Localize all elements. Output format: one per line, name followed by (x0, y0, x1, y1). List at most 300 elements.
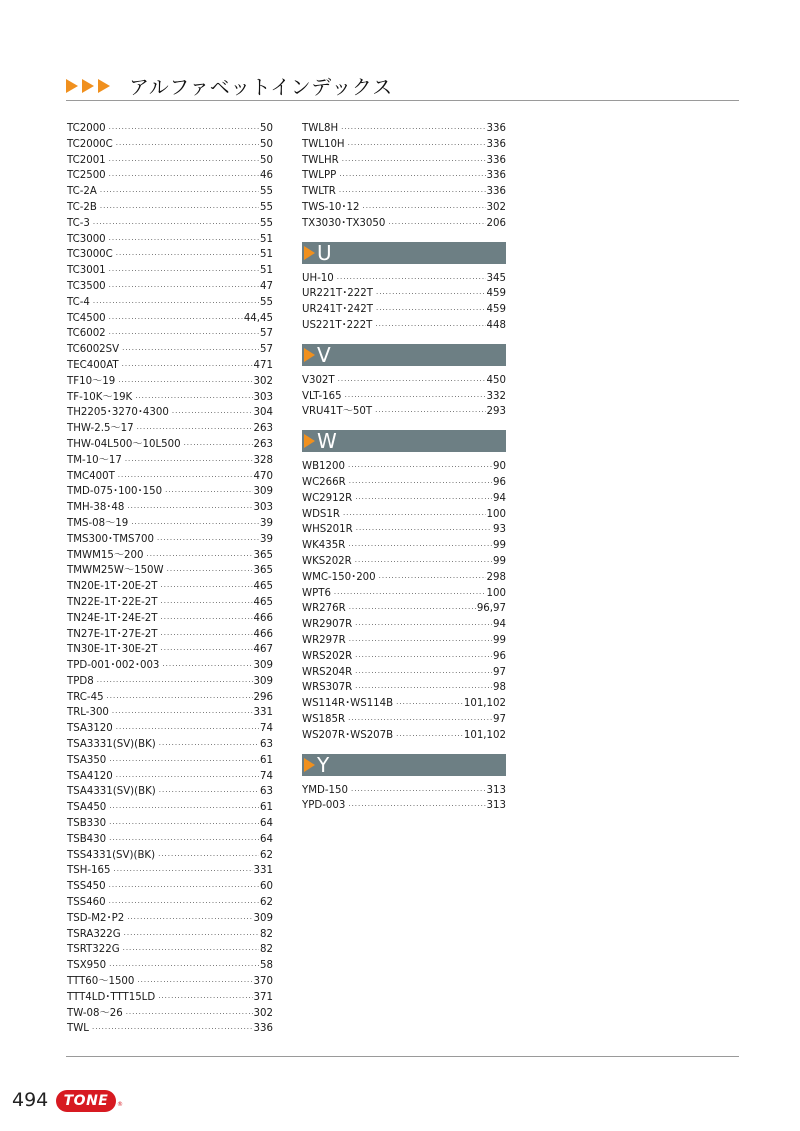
entry-name: TN30E-1T･30E-2T (67, 644, 158, 656)
dot-leader (109, 122, 259, 138)
dot-leader (131, 517, 259, 533)
entry-name: VLT-165 (302, 390, 342, 402)
dot-leader (116, 138, 259, 154)
entry-name: TC2001 (67, 154, 106, 166)
entry-page: 90 (493, 461, 506, 473)
index-entry (67, 611, 273, 627)
entry-name: WC2912R (302, 492, 353, 504)
entry-page: 101,102 (463, 698, 506, 710)
index-entry (67, 1021, 273, 1037)
dot-leader (349, 634, 492, 650)
dot-leader (109, 280, 259, 296)
dot-leader (109, 169, 259, 185)
entry-name: TC2000 (67, 123, 106, 134)
dot-leader (158, 849, 259, 865)
entry-name: THW-2.5～17 (67, 423, 134, 435)
entry-name: TSB430 (67, 833, 107, 845)
dot-leader (157, 533, 259, 549)
dot-leader (388, 217, 485, 233)
entry-page: 44,45 (243, 312, 273, 324)
triple-arrow-icon (66, 78, 114, 96)
page-header (66, 74, 739, 101)
entry-page: 64 (260, 818, 273, 830)
index-entry (67, 863, 273, 879)
dot-leader (112, 706, 253, 722)
dot-leader (159, 785, 259, 801)
entry-page: 64 (260, 833, 273, 845)
entry-page: 309 (253, 486, 273, 498)
dot-leader (159, 738, 259, 754)
entry-name: TSRT322G (67, 944, 120, 956)
entry-page: 57 (260, 344, 273, 356)
dot-leader (348, 799, 485, 815)
entry-page: 465 (253, 596, 273, 608)
entry-page: 336 (486, 154, 506, 166)
dot-leader (345, 390, 486, 406)
dot-leader (137, 422, 253, 438)
entry-page: 313 (486, 800, 506, 812)
index-entry (67, 184, 273, 200)
section-header-bar (302, 344, 506, 366)
entry-name: TWLHR (302, 154, 339, 166)
entry-name: WHS201R (302, 524, 353, 536)
entry-page: 63 (260, 786, 273, 798)
index-entry (67, 168, 273, 184)
index-entry (302, 798, 506, 814)
entry-page: 99 (493, 634, 506, 646)
index-column-left (67, 121, 273, 1037)
entry-name: TC3000C (67, 249, 113, 261)
dot-leader (109, 959, 259, 975)
index-entry (67, 311, 273, 327)
entry-page: 298 (486, 571, 506, 583)
entry-name: TSA4120 (67, 770, 113, 782)
entry-page: 328 (253, 454, 273, 466)
entry-name: TSA3120 (67, 723, 113, 735)
entry-name: TSA3331(SV)(BK) (67, 739, 156, 751)
entry-page: 470 (253, 470, 273, 482)
entry-name: TF-10K～19K (67, 391, 133, 403)
entry-page: 99 (493, 540, 506, 552)
entry-name: TSS4331(SV)(BK) (67, 849, 156, 861)
entry-page: 304 (253, 407, 273, 419)
dot-leader (93, 217, 259, 233)
index-entry (302, 522, 506, 538)
entry-page: 100 (486, 508, 506, 520)
section-letter: Y (317, 752, 330, 777)
index-entry (67, 247, 273, 263)
dot-leader (116, 722, 259, 738)
dot-leader (100, 201, 259, 217)
entry-page: 63 (260, 739, 273, 751)
index-entry (67, 358, 273, 374)
index-entry (302, 570, 506, 586)
entry-name: TC2500 (67, 170, 106, 182)
entry-page: 448 (486, 319, 506, 331)
dot-leader (343, 508, 486, 524)
registered-mark: ® (117, 1101, 123, 1108)
index-column-right (302, 121, 506, 814)
entry-page: 39 (260, 517, 273, 529)
entry-page: 96 (493, 650, 506, 662)
entry-page: 74 (260, 723, 273, 735)
dot-leader (109, 817, 259, 833)
entry-page: 365 (253, 549, 273, 561)
entry-name: UR221T･222T (302, 288, 373, 300)
index-entry (67, 911, 273, 927)
entry-page: 101,102 (463, 729, 506, 741)
entry-name: TW-08～26 (67, 1007, 123, 1019)
dot-leader (118, 470, 253, 486)
entry-name: YPD-003 (302, 800, 346, 812)
entry-name: TSH-165 (67, 865, 111, 877)
entry-name: TC-3 (67, 217, 90, 229)
entry-page: 55 (260, 201, 273, 213)
dot-leader (116, 248, 259, 264)
index-entry (67, 390, 273, 406)
dot-leader (338, 374, 486, 390)
index-entry (67, 484, 273, 500)
dot-leader (124, 928, 259, 944)
entry-name: TC4500 (67, 312, 106, 324)
orange-triangle-icon (304, 246, 315, 260)
dot-leader (355, 650, 492, 666)
dot-leader (109, 154, 259, 170)
entry-name: WS185R (302, 713, 346, 725)
dot-leader (355, 681, 492, 697)
dot-leader (127, 501, 252, 517)
entry-name: WDS1R (302, 508, 340, 520)
index-entry (67, 532, 273, 548)
index-entry (302, 373, 506, 389)
index-entry (302, 507, 506, 523)
entry-name: TN22E-1T･22E-2T (67, 596, 158, 608)
entry-page: 97 (493, 713, 506, 725)
entry-name: TH2205･3270･4300 (67, 407, 169, 419)
dot-leader (396, 729, 463, 745)
index-entry (67, 674, 273, 690)
dot-leader (109, 880, 259, 896)
entry-name: TN27E-1T･27E-2T (67, 628, 158, 640)
index-entry (67, 848, 273, 864)
entry-name: TMS300･TMS700 (67, 533, 154, 545)
section-header-bar (302, 242, 506, 264)
index-entry (67, 469, 273, 485)
dot-leader (355, 492, 492, 508)
index-entry (302, 649, 506, 665)
entry-name: TC6002 (67, 328, 106, 340)
index-entry (302, 137, 506, 153)
entry-name: VRU41T～50T (302, 406, 373, 418)
entry-name: TMWM15～200 (67, 549, 144, 561)
index-entry (302, 404, 506, 420)
tone-logo (56, 1090, 123, 1112)
entry-page: 336 (253, 1023, 273, 1035)
entry-page: 471 (253, 359, 273, 371)
entry-page: 336 (486, 138, 506, 150)
entry-page: 96,97 (476, 603, 506, 615)
entry-name: TC3500 (67, 280, 106, 292)
entry-page: 99 (493, 555, 506, 567)
dot-leader (135, 391, 252, 407)
index-entry (67, 342, 273, 358)
entry-name: WRS202R (302, 650, 353, 662)
entry-page: 450 (486, 374, 506, 386)
index-entry (302, 271, 506, 287)
entry-name: TM-10～17 (67, 454, 122, 466)
dot-leader (342, 154, 486, 170)
dot-leader (161, 580, 253, 596)
entry-name: UH-10 (302, 272, 334, 284)
dot-leader (146, 549, 252, 565)
page-title: アルファベットインデックス (129, 75, 393, 99)
entry-name: WKS202R (302, 555, 352, 567)
dot-leader (339, 185, 486, 201)
dot-leader (109, 327, 259, 343)
entry-page: 62 (260, 897, 273, 909)
dot-leader (109, 312, 243, 328)
entry-page: 465 (253, 581, 273, 593)
index-entry (302, 712, 506, 728)
entry-page: 60 (260, 881, 273, 893)
entry-page: 345 (486, 272, 506, 284)
entry-name: TSA450 (67, 802, 107, 814)
index-entry (67, 563, 273, 579)
entry-name: TWLTR (302, 186, 336, 198)
dot-leader (348, 539, 492, 555)
entry-name: TWL (67, 1023, 89, 1035)
entry-page: 97 (493, 666, 506, 678)
section-header-bar (302, 754, 506, 776)
entry-name: TSS460 (67, 897, 106, 909)
index-entry (302, 389, 506, 405)
section-header-bar (302, 430, 506, 452)
orange-triangle-icon (304, 758, 315, 772)
index-entry (302, 586, 506, 602)
dot-leader (341, 122, 485, 138)
entry-page: 61 (260, 754, 273, 766)
entry-name: TSRA322G (67, 928, 121, 940)
index-entry (67, 326, 273, 342)
entry-name: TSS450 (67, 881, 106, 893)
dot-leader (172, 406, 253, 422)
index-entry (67, 405, 273, 421)
index-entry (302, 633, 506, 649)
index-entry (67, 595, 273, 611)
dot-leader (337, 272, 486, 288)
entry-name: TSX950 (67, 960, 107, 972)
entry-name: TMWM25W～150W (67, 565, 164, 577)
dot-leader (184, 438, 253, 454)
dot-leader (116, 770, 259, 786)
entry-page: 302 (486, 201, 506, 213)
dot-leader (123, 943, 259, 959)
entry-name: WR2907R (302, 619, 353, 631)
entry-page: 371 (253, 991, 273, 1003)
dot-leader (109, 801, 259, 817)
entry-name: WRS204R (302, 666, 353, 678)
entry-name: TC6002SV (67, 344, 120, 356)
index-entry (67, 437, 273, 453)
index-entry (67, 705, 273, 721)
index-entry (302, 783, 506, 799)
entry-page: 459 (486, 304, 506, 316)
index-entry (302, 475, 506, 491)
index-entry (302, 318, 506, 334)
index-entry (67, 500, 273, 516)
dot-leader (165, 485, 252, 501)
dot-leader (109, 896, 259, 912)
index-entry (67, 942, 273, 958)
index-entry (67, 974, 273, 990)
dot-leader (97, 675, 253, 691)
entry-page: 57 (260, 328, 273, 340)
dot-leader (348, 460, 492, 476)
entry-name: TWL8H (302, 123, 339, 134)
entry-page: 74 (260, 770, 273, 782)
index-entry (302, 184, 506, 200)
dot-leader (126, 1007, 253, 1023)
dot-leader (349, 476, 492, 492)
entry-page: 98 (493, 682, 506, 694)
index-entry (67, 137, 273, 153)
entry-name: TSA4331(SV)(BK) (67, 786, 156, 798)
index-entry (67, 200, 273, 216)
dot-leader (375, 319, 485, 335)
entry-name: TEC400AT (67, 359, 119, 371)
entry-page: 313 (486, 784, 506, 796)
index-entry (302, 302, 506, 318)
entry-page: 50 (260, 154, 273, 166)
index-entry (67, 769, 273, 785)
dot-leader (161, 643, 253, 659)
entry-page: 370 (253, 976, 273, 988)
index-entry (67, 516, 273, 532)
entry-name: TSB330 (67, 818, 107, 830)
entry-page: 263 (253, 438, 273, 450)
index-entry (302, 491, 506, 507)
dot-leader (362, 201, 485, 217)
entry-name: TC-2A (67, 186, 97, 198)
entry-page: 263 (253, 423, 273, 435)
entry-name: TMH-38･48 (67, 502, 125, 514)
index-entry (67, 232, 273, 248)
dot-leader (167, 564, 253, 580)
entry-page: 296 (253, 691, 273, 703)
section-letter: W (317, 429, 337, 454)
entry-name: TC3001 (67, 265, 106, 277)
entry-name: TWLPP (302, 170, 337, 182)
index-entry (302, 459, 506, 475)
dot-leader (107, 691, 253, 707)
dot-leader (161, 612, 253, 628)
index-entry (67, 800, 273, 816)
dot-leader (137, 975, 252, 991)
dot-leader (122, 359, 253, 375)
entry-name: THW-04L500～10L500 (67, 438, 181, 450)
entry-name: UR241T･242T (302, 304, 373, 316)
entry-name: WS207R･WS207B (302, 729, 394, 741)
entry-page: 55 (260, 217, 273, 229)
entry-name: TF10～19 (67, 375, 116, 387)
dot-leader (122, 343, 259, 359)
dot-leader (93, 296, 259, 312)
entry-page: 309 (253, 675, 273, 687)
entry-page: 309 (253, 660, 273, 672)
entry-name: TWS-10･12 (302, 201, 360, 213)
entry-name: US221T･222T (302, 319, 373, 331)
dot-leader (355, 666, 492, 682)
entry-name: TPD8 (67, 675, 94, 687)
dot-leader (118, 375, 252, 391)
index-entry (67, 295, 273, 311)
entry-name: TTT4LD･TTT15LD (67, 991, 156, 1003)
entry-page: 303 (253, 502, 273, 514)
dot-leader (339, 169, 485, 185)
index-entry (67, 279, 273, 295)
index-entry (302, 554, 506, 570)
entry-page: 332 (486, 390, 506, 402)
entry-page: 466 (253, 612, 273, 624)
dot-leader (348, 138, 486, 154)
section-letter: V (317, 342, 331, 367)
index-entry (67, 737, 273, 753)
index-entry (67, 721, 273, 737)
index-entry (67, 263, 273, 279)
dot-leader (109, 833, 259, 849)
entry-name: TMC400T (67, 470, 115, 482)
dot-leader (127, 912, 252, 928)
entry-page: 50 (260, 123, 273, 134)
index-entry (67, 927, 273, 943)
index-entry (302, 286, 506, 302)
entry-name: TTT60～1500 (67, 976, 135, 988)
entry-page: 331 (253, 707, 273, 719)
entry-page: 39 (260, 533, 273, 545)
entry-name: WMC-150･200 (302, 571, 376, 583)
entry-page: 100 (486, 587, 506, 599)
dot-leader (109, 754, 259, 770)
index-entry (302, 601, 506, 617)
entry-page: 51 (260, 265, 273, 277)
entry-name: V302T (302, 374, 335, 386)
index-entry (67, 216, 273, 232)
index-entry (302, 680, 506, 696)
section-letter: U (317, 240, 332, 265)
dot-leader (334, 587, 486, 603)
dot-leader (125, 454, 253, 470)
dot-leader (100, 185, 259, 201)
dot-leader (355, 618, 492, 634)
entry-page: 96 (493, 476, 506, 488)
entry-name: TSD-M2･P2 (67, 912, 125, 924)
dot-leader (396, 697, 463, 713)
entry-page: 50 (260, 138, 273, 150)
entry-name: TC-4 (67, 296, 90, 308)
index-entry (67, 658, 273, 674)
orange-triangle-icon (304, 348, 315, 362)
index-entry (67, 816, 273, 832)
index-entry (67, 374, 273, 390)
index-entry (302, 168, 506, 184)
index-entry (67, 153, 273, 169)
dot-leader (351, 784, 486, 800)
index-entry (302, 121, 506, 137)
index-entry (302, 617, 506, 633)
dot-leader (92, 1022, 253, 1038)
index-entry (67, 832, 273, 848)
entry-page: 58 (260, 960, 273, 972)
